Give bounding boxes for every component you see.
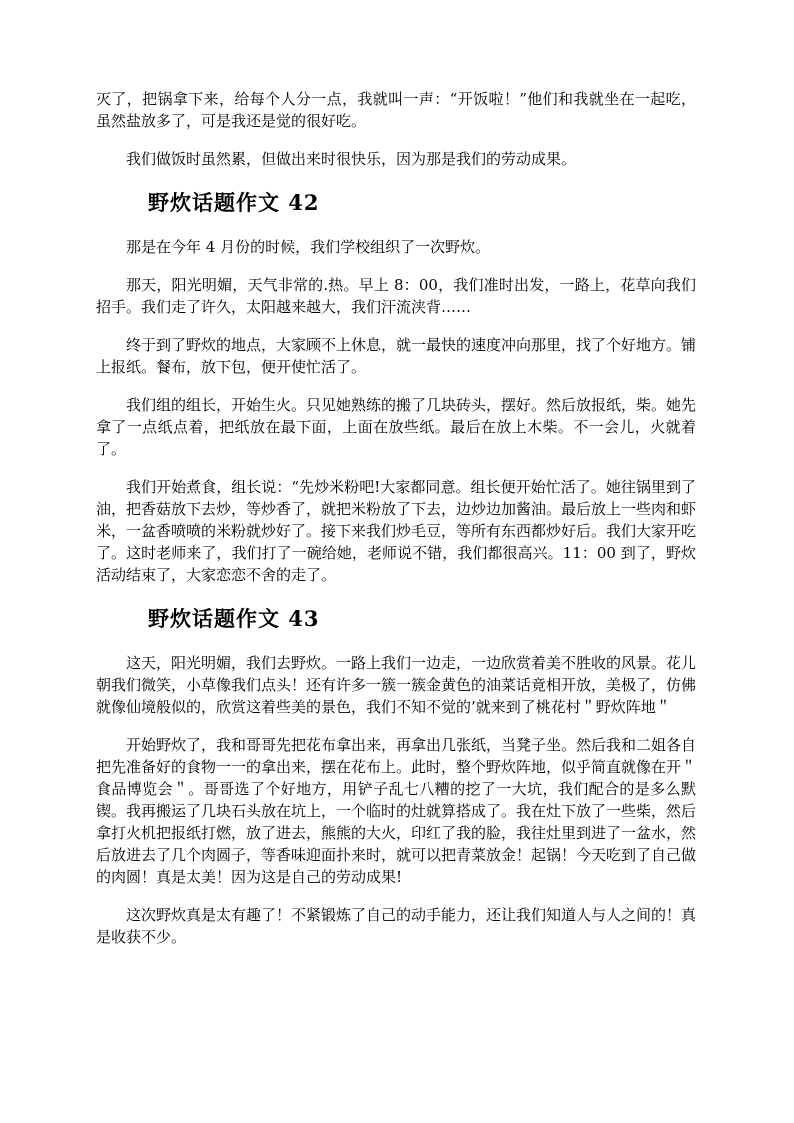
essay-43-paragraph: 开始野炊了，我和哥哥先把花布拿出来，再拿出几张纸，当凳子坐。然后我和二姐各自把先准备好的食物一一的拿出来，摆在花布上。此时，整个野炊阵地，似乎简直就像在开＂食品博览会＂。哥哥选了个好地方，用铲子乱七八糟的挖了一大坑，我们配合的是多么默锲。我再搬运了几块石头放在坑上，一个临时的灶就算搭成了。我在灶下放了一些柴，然后拿打火机把报纸打燃，放了进去，熊熊的大火，印红了我的脸，我往灶里到进了一盆水，然后放进去了几个肉圆子，等香味迎面扑来时，就可以把青菜放金！起锅！今天吃到了自己做的肉圆！真是太美！因为这是自己的劳动成果! — [96, 736, 697, 886]
essay-42-paragraph: 我们组的组长，开始生火。只见她熟练的搬了几块砖头，摆好。然后放报纸，柴。她先拿了一点纸点着，把纸放在最下面，上面在放些纸。最后在放上木柴。不一会儿，火就着了。 — [96, 396, 697, 458]
essay-43-title: 野炊话题作文 43 — [148, 606, 320, 631]
paragraph-continued: 灭了，把锅拿下来，给每个人分一点，我就叫一声：“开饭啦！”他们和我就坐在一起吃，虽然盐放多了，可是我还是觉的很好吃。 — [96, 90, 696, 130]
essay-43-paragraph: 这次野炊真是太有趣了！不紧锻炼了自己的动手能力，还让我们知道人与人之间的！真是收获不少。 — [96, 906, 697, 946]
essay-43-paragraph: 这天，阳光明媚，我们去野炊。一路上我们一边走，一边欣赏着美不胜收的风景。花儿朝我们微笑，小草像我们点头！还有许多一簇一簇金黄色的油菜话竟相开放，美极了，仿佛就像仙境般似的，欣赏这着些美的景色，我们不知不觉的’就来到了桃花村＂野炊阵地＂ — [96, 654, 697, 716]
essay-42-paragraph: 终于到了野炊的地点，大家顾不上休息，就一最快的速度冲向那里，找了个好地方。铺上报纸。餐布，放下包，便开使忙活了。 — [96, 336, 697, 376]
paragraph-conclusion: 我们做饭时虽然累，但做出来时很快乐，因为那是我们的劳动成果。 — [126, 150, 577, 168]
essay-42-paragraph: 我们开始煮食，组长说：“先炒米粉吧!大家都同意。组长便开始忙活了。她往锅里到了油，把香菇放下去炒，等炒香了，就把米粉放了下去，边炒边加酱油。最后放上一些肉和虾米，一盆香喷喷的米粉就炒好了。接下来我们炒毛豆，等所有东西都炒好后。我们大家开吃了。这时老师来了，我们打了一碗给她，老师说不错，我们都很高兴。11：00 到了，野炊活动结束了，大家恋恋不舍的走了。 — [96, 478, 697, 584]
essay-42-paragraph: 那是在今年 4 月份的时候，我们学校组织了一次野炊。 — [126, 238, 491, 256]
essay-42-paragraph: 那天，阳光明媚，天气非常的.热。早上 8：00，我们准时出发，一路上，花草向我们招手。我们走了许久，太阳越来越大，我们汗流浃背…… — [96, 276, 696, 316]
document-page — [96, 88, 696, 948]
essay-42-title: 野炊话题作文 42 — [148, 190, 320, 215]
